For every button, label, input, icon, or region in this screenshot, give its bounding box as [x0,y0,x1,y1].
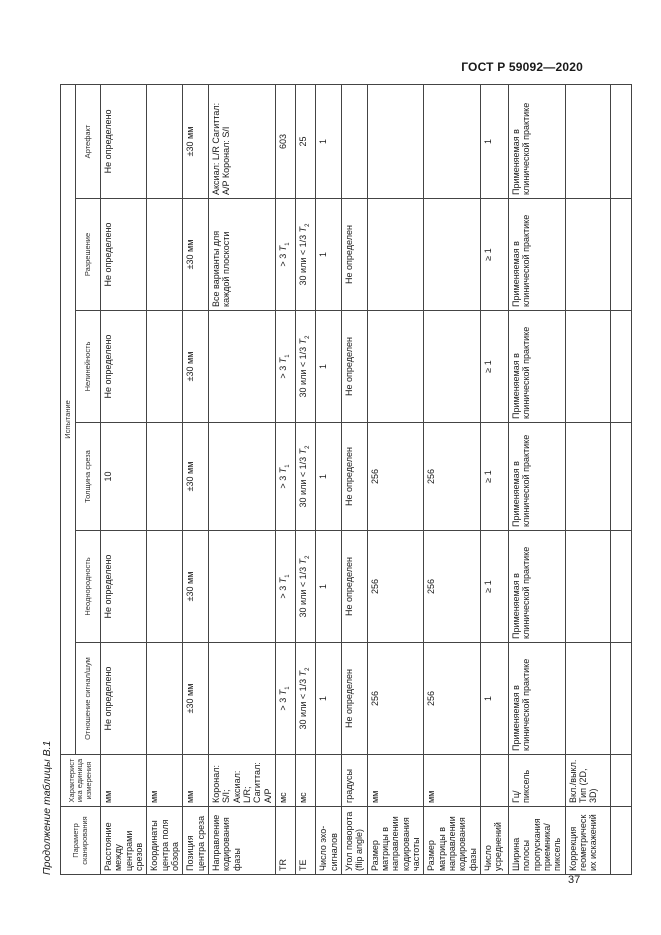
value-cell: 25 [296,84,316,198]
unit-cell: мм [424,755,481,807]
value-cell: Не определено [101,531,147,643]
header-test: Артефакт [76,84,101,198]
blank-cell [610,643,631,755]
value-cell [565,423,610,531]
value-cell [367,311,424,423]
header-param: Параметр сканирования [61,807,101,875]
value-cell: 30 или < 1/3 $T_2$ [296,199,316,311]
value-cell: 256 [424,531,481,643]
unit-cell: мс [276,755,296,807]
page-number: 37 [568,874,581,886]
value-cell: Не определено [101,311,147,423]
value-cell [147,531,183,643]
value-cell: 256 [424,643,481,755]
param-cell: Позиция центра среза [183,807,209,875]
value-cell: ±30 мм [183,311,209,423]
table-row [183,84,209,874]
value-cell: ±30 мм [183,531,209,643]
value-cell [147,84,183,198]
value-cell [209,531,276,643]
value-cell: ≥ 1 [480,531,508,643]
value-cell: 603 [276,84,296,198]
value-cell: ±30 мм [183,84,209,198]
value-cell: Применяемая в клинической практике [508,311,565,423]
value-cell: ±30 мм [183,643,209,755]
value-cell [424,84,481,198]
value-cell: 1 [316,311,342,423]
value-cell [209,643,276,755]
value-cell: ≥ 1 [480,423,508,531]
blank-cell [610,807,631,875]
value-cell: 30 или < 1/3 $T_2$ [296,423,316,531]
value-cell: 1 [316,531,342,643]
value-cell [209,423,276,531]
unit-cell: мм [183,755,209,807]
table-row [480,84,508,874]
value-cell: 30 или < 1/3 $T_2$ [296,643,316,755]
value-cell [367,84,424,198]
value-cell: 1 [316,643,342,755]
table-row-blank [610,84,631,874]
unit-cell: мс [296,755,316,807]
value-cell: Не определен [341,423,367,531]
value-cell: 1 [316,199,342,311]
value-cell [424,311,481,423]
value-cell: Не определено [101,643,147,755]
value-cell: Аксиал: L/R Сагиттал: A/P Коронал: S/I [209,84,276,198]
table-row [508,84,565,874]
param-cell: TR [276,807,296,875]
standard-code: ГОСТ Р 59092—2020 [461,60,583,74]
value-cell: ±30 мм [183,423,209,531]
value-cell: 256 [424,423,481,531]
table-row [101,84,147,874]
value-cell: Применяемая в клинической практике [508,84,565,198]
value-cell [147,199,183,311]
header-test: Толщина среза [76,423,101,531]
value-cell [341,84,367,198]
param-cell: Число эхо-сигналов [316,807,342,875]
value-cell: Применяемая в клинической практике [508,531,565,643]
scan-parameters-table [60,84,632,875]
unit-cell [316,755,342,807]
value-cell: ≥ 1 [480,311,508,423]
value-cell: 1 [480,84,508,198]
rotated-table-block [40,85,599,875]
param-cell: Ширина полосы пропускания приемника/пиксель [508,807,565,875]
value-cell: > 3 $T_1$ [276,423,296,531]
header-unit: Характеристика единица измерения [61,755,101,807]
param-cell: Коррекция геометрических искажений [565,807,610,875]
value-cell: > 3 $T_1$ [276,199,296,311]
table-row [147,84,183,874]
param-cell: Координаты центра поля обзора [147,807,183,875]
param-cell: Направление кодирования фазы [209,807,276,875]
table-row [367,84,424,874]
table-row [296,84,316,874]
unit-cell [480,755,508,807]
table-row [424,84,481,874]
param-cell: TE [296,807,316,875]
value-cell: 30 или < 1/3 $T_2$ [296,531,316,643]
header-test: Разрешение [76,199,101,311]
value-cell [424,199,481,311]
value-cell [209,311,276,423]
table-row [316,84,342,874]
param-cell: Угол поворота (flip angle) [341,807,367,875]
table-row [209,84,276,874]
blank-cell [610,311,631,423]
unit-cell: Гц/пиксель [508,755,565,807]
value-cell: Не определено [101,199,147,311]
value-cell: Применяемая в клинической практике [508,643,565,755]
blank-cell [610,84,631,198]
header-tests-group: Испытание [61,84,76,754]
blank-cell [610,199,631,311]
value-cell: 1 [480,643,508,755]
value-cell: Не определено [101,84,147,198]
value-cell [565,199,610,311]
value-cell: 10 [101,423,147,531]
value-cell: Не определен [341,531,367,643]
value-cell: 1 [316,84,342,198]
value-cell: > 3 $T_1$ [276,643,296,755]
value-cell: 256 [367,423,424,531]
table-row [565,84,610,874]
unit-cell: градусы [341,755,367,807]
blank-cell [610,423,631,531]
value-cell: > 3 $T_1$ [276,311,296,423]
value-cell [367,199,424,311]
value-cell: Не определен [341,199,367,311]
value-cell: Не определен [341,643,367,755]
unit-cell: Вкл./выкл. Тип (2D, 3D) [565,755,610,807]
param-cell: Размер матрицы в направлении кодирования частоты [367,807,424,875]
value-cell [565,531,610,643]
table-row [341,84,367,874]
blank-cell [610,531,631,643]
value-cell: 1 [316,423,342,531]
unit-cell: мм [367,755,424,807]
table-caption: Продолжение таблицы В.1 [41,740,53,875]
value-cell [565,643,610,755]
header-test: Неоднородность [76,531,101,643]
value-cell: > 3 $T_1$ [276,531,296,643]
value-cell: Применяемая в клинической практике [508,423,565,531]
value-cell [147,423,183,531]
table-row [276,84,296,874]
value-cell: 256 [367,643,424,755]
param-cell: Число усреднений [480,807,508,875]
value-cell [147,643,183,755]
value-cell: Все варианты для каждой плоскости [209,199,276,311]
value-cell: ±30 мм [183,199,209,311]
header-test: Нелинейность [76,311,101,423]
blank-cell [610,755,631,807]
value-cell: 30 или < 1/3 $T_2$ [296,311,316,423]
header-test: Отношение сигнал/шум [76,643,101,755]
unit-cell: мм [147,755,183,807]
value-cell [565,311,610,423]
unit-cell: мм [101,755,147,807]
param-cell: Размер матрицы в направлении кодирования фазы [424,807,481,875]
value-cell [565,84,610,198]
value-cell: Не определен [341,311,367,423]
value-cell: Применяемая в клинической практике [508,199,565,311]
value-cell: 256 [367,531,424,643]
param-cell: Расстояние между центрами срезов [101,807,147,875]
value-cell: ≥ 1 [480,199,508,311]
value-cell [147,311,183,423]
unit-cell: Коронал: S/I; Аксиал: L/R; Сагиттал: A/P [209,755,276,807]
